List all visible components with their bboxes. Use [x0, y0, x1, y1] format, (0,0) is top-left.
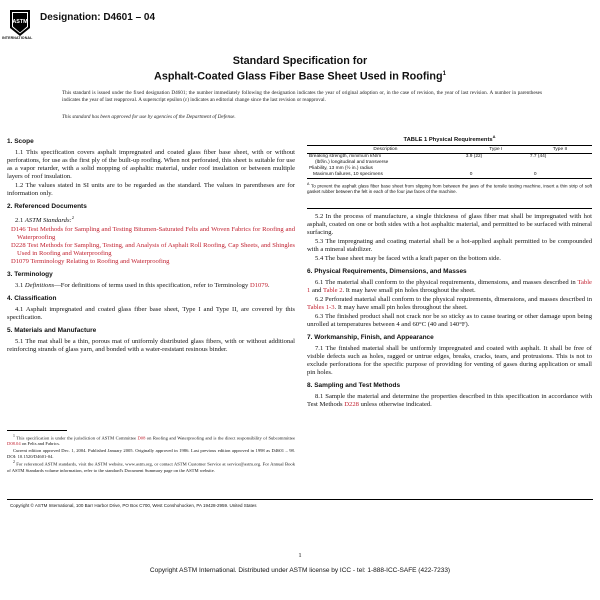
link-d08[interactable]: D08 — [137, 435, 146, 441]
logo-label: INTERNATIONAL — [2, 36, 33, 40]
footnote-2: $^2$ For referenced ASTM standards, visit the ASTM website, www.astm.org, or contact ASTM Customer Service at service@astm.org. For Annual Book of ASTM Standards volume information, refer to the standard's Document Summary page on the ASTM website. — [7, 460, 295, 473]
requirements-table — [307, 145, 592, 179]
title-line-1: Standard Specification for — [232, 55, 368, 67]
section-3-heading: 3. Terminology — [7, 271, 53, 279]
para-6-3: 6.3 The finished product shall not crack nor be so sticky as to cause tearing or other damage upon being unrolled at temperatures between 4 and 60°C (40 and 140°F). — [307, 313, 592, 328]
document-title — [0, 55, 600, 84]
designation: Designation: D4601 – 04 — [40, 12, 156, 23]
para-3-1: 3.1 Definitions—For definitions of terms used in this specification, refer to Terminology D1079. — [15, 282, 270, 290]
link-d1079[interactable]: D1079 — [11, 258, 29, 266]
link-tables-1-3[interactable]: Tables 1-3 — [307, 304, 335, 311]
copyright-line: Copyright © ASTM International, 100 Barr Harbor Drive, PO Box C700, West Conshohocken, PA 19428-2959. United States — [10, 503, 257, 508]
col-description: Description — [307, 145, 464, 153]
table-row: Breaking strength, minimum kN/m 3.9 (22) 7.7 (44) — [309, 154, 547, 160]
page-number: 1 — [298, 552, 302, 559]
section-1-heading: 1. Scope — [7, 138, 34, 145]
link-d146[interactable]: D146 — [11, 226, 26, 234]
link-d228-methods[interactable]: D228 — [344, 401, 359, 408]
link-table-1[interactable]: Table 1 — [307, 279, 592, 294]
para-4-1: 4.1 Asphalt impregnated and coated glass fiber base sheet, Type I and Type II, are covered by this specification. — [7, 306, 295, 322]
para-6-2: 6.2 Perforated material shall conform to the physical requirements, dimensions, and masses described in Tables 1-3. It may have small pin holes throughout the sheet. — [307, 296, 592, 311]
footnotes — [7, 434, 295, 474]
col-type-i: Type I — [464, 145, 528, 153]
footnote-1: $^1$ This specification is under the jurisdiction of ASTM Committee D08 on Roofing and Waterproofing and is the direct responsibility of Subcommittee D08.04 on Felts and Fabrics. — [7, 434, 295, 447]
issuance-notice: This standard is issued under the fixed designation D4601; the number immediately following the designation indicates the year of original adoption or, in the case of revision, the year of last revision. A number in parentheses indicates the year of last reapproval. A superscript epsilon (ε) indicates an editorial change since the last revision or reapproval. — [62, 90, 542, 103]
table-1-note: $^A$ To prevent the asphalt glass fiber base sheet from slipping from between the jaws of the tensile testing machine, insert a thin strip of soft gasket rubber between the felt in each of the four jaw faces of the machine. — [307, 181, 592, 194]
link-table-2[interactable]: Table 2 — [323, 287, 343, 294]
para-8-1: 8.1 Sample the material and determine the properties described in this specification in accordance with Test Methods D228 unless otherwise indicated. — [307, 393, 592, 408]
dod-notice: This standard has been approved for use by agencies of the Department of Defense. — [62, 114, 236, 120]
para-1-2: 1.2 The values stated in SI units are to be regarded as the standard. The values in parentheses are for information only. — [7, 182, 295, 197]
para-5-2: 5.2 In the process of manufacture, a single thickness of glass fiber mat shall be impregnated with hot asphalt, coated on one or both sides with a hot asphaltic material, and permitted to be surfaced with mineral surfacing. — [307, 213, 592, 236]
col-type-ii: Type II — [528, 145, 592, 153]
section-2-heading: 2. Referenced Documents — [7, 203, 87, 210]
para-7-1: 7.1 The finished material shall be uniformly impregnated and coated with asphalt. It shall be free of visible defects such as holes, ragged or untrue edges, breaks, cracks, tears, and protrusions. This is not to exclude perforations for the specific purpose of providing for venting of gases during application or small pin holes. — [307, 345, 592, 376]
reference-d228: D228 Test Methods for Sampling, Testing, and Analysis of Asphalt Roll Roofing, Cap Sheets, and Shingles Used in Roofing and Waterproofing — [11, 242, 295, 258]
table-row: Pliability, 13 mm (½ in.) radius — [309, 166, 373, 172]
para-5-3: 5.3 The impregnating and coating material shall be a hot-applied asphalt permitted to be compounded with a mineral stabilizer. — [307, 238, 592, 253]
reference-d146: D146 Test Methods for Sampling and Testing Bitumen-Saturated Felts and Woven Fabrics for Roofing and Waterproofing — [11, 226, 295, 242]
right-column — [307, 213, 592, 410]
astm-logo-icon — [8, 8, 32, 38]
section-6-heading: 6. Physical Requirements, Dimensions, and Masses — [307, 268, 467, 275]
para-6-1: 6.1 The material shall conform to the physical requirements, dimensions, and masses described in Table 1 and Table 2. It may have small pin holes throughout the sheet. — [307, 279, 592, 294]
para-5-1: 5.1 The mat shall be a thin, porous mat of uniformly distributed glass fibers, with or without additional reinforcing strands of glass yarn, and bonded with a water-resistant resinous binder. — [7, 338, 295, 354]
table-1-title: TABLE 1 Physical Requirements$^A$ — [403, 134, 496, 143]
section-4-heading: 4. Classification — [7, 295, 57, 303]
link-d228[interactable]: D228 — [11, 242, 26, 250]
table-1 — [307, 134, 592, 194]
section-8-heading: 8. Sampling and Test Methods — [307, 382, 401, 389]
section-5-heading: 5. Materials and Manufacture — [7, 327, 97, 335]
footnote-edition: Current edition approved Dec. 1, 2004. Published January 2005. Originally approved in 1986. Last previous edition approved in 1998 as D4601 – 98. DOI: 10.1520/D4601-04. — [7, 447, 295, 459]
reference-d1079: D1079 Terminology Relating to Roofing and Waterproofing — [11, 258, 170, 266]
left-column — [7, 133, 295, 355]
table-row: Maximum failures, 10 specimens 0 0 — [307, 172, 592, 179]
para-2-1: 2.1 ASTM Standards:$^2$ — [15, 215, 74, 225]
svg-text:ASTM: ASTM — [12, 19, 28, 25]
para-1-1: 1.1 This specification covers asphalt impregnated and coated glass fiber base sheet, with or without perforations, for use as the first ply of the built-up roofing. When not perforated, this sheet is suitable for use as a vapor retarder, with a solid mopping of asphaltic material, under roof insulation or between multiple layers of roof insulation. — [7, 149, 295, 180]
footer-rule — [7, 499, 593, 500]
link-d1079-terminology[interactable]: D1079 — [249, 282, 268, 290]
footnote-rule — [7, 430, 67, 431]
license-line: Copyright ASTM International. Distributed under ASTM license by ICC - tel: 1-888-ICC-SAFE (422-7233) — [149, 567, 451, 574]
table-row: (lbf/in.) longitudinal and transverse — [315, 160, 389, 166]
title-footnote-mark: 1 — [442, 71, 446, 77]
link-d08-04[interactable]: D08.04 — [7, 441, 21, 447]
para-5-4: 5.4 The base sheet may be faced with a kraft paper on the bottom side. — [315, 255, 501, 262]
title-line-2: Asphalt-Coated Glass Fiber Base Sheet Used in Roofing$^1$ — [154, 70, 446, 83]
section-7-heading: 7. Workmanship, Finish, and Appearance — [307, 334, 434, 341]
